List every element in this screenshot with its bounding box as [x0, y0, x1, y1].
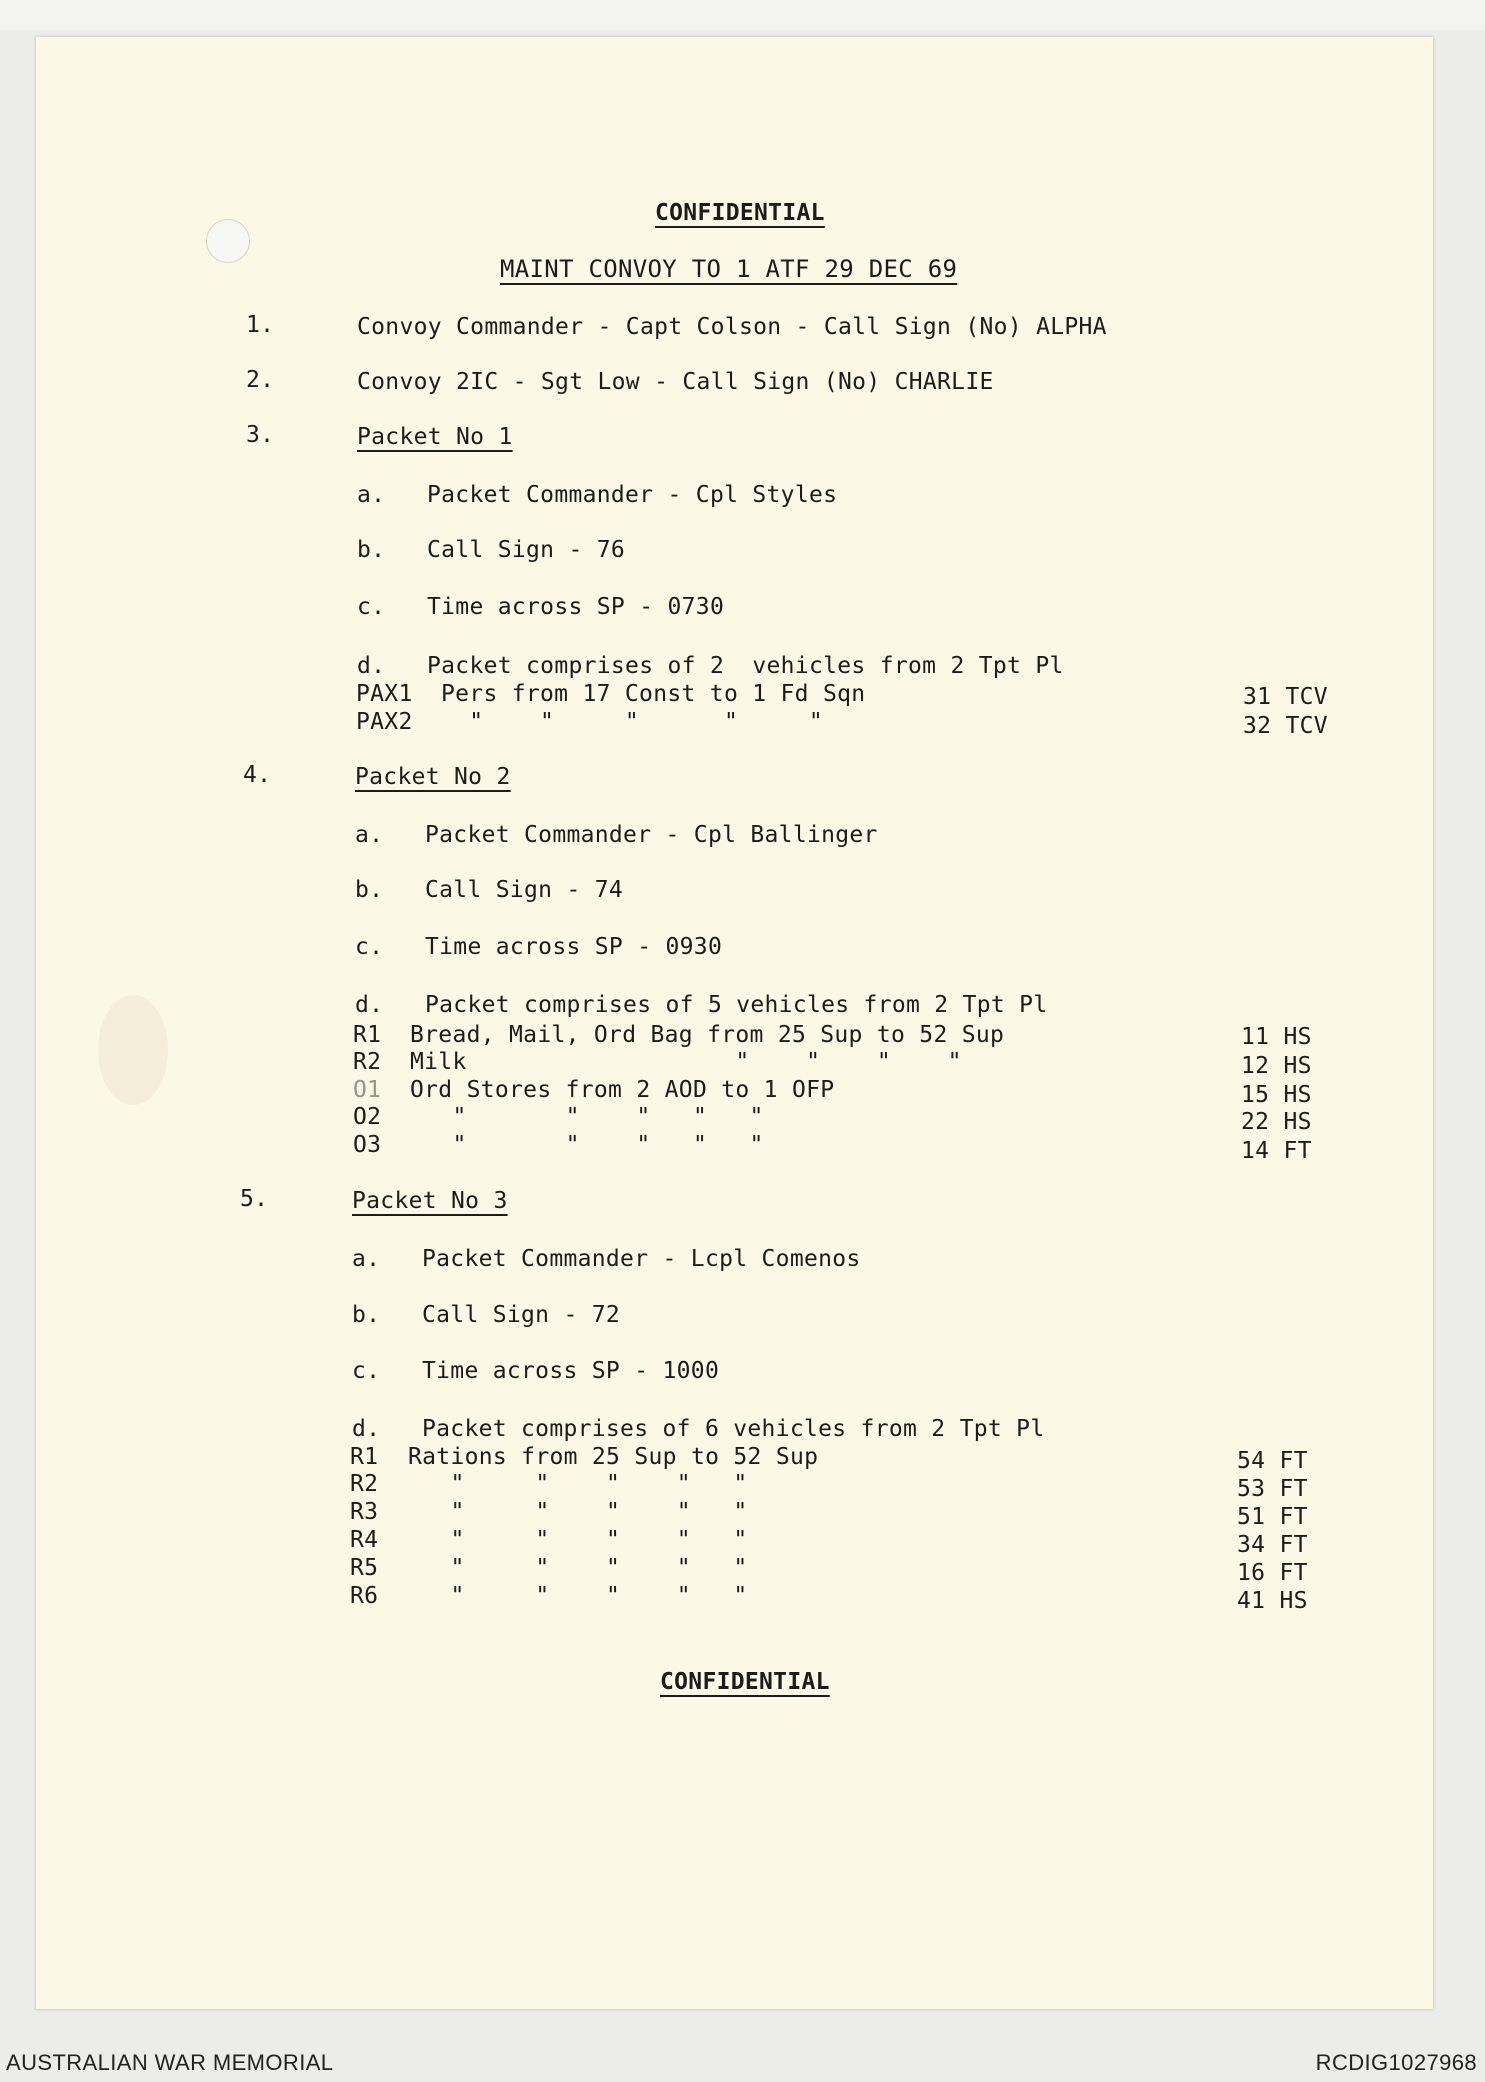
- vehicle-task: " " " " ": [408, 1499, 748, 1525]
- packet-commander: Packet Commander - Lcpl Comenos: [422, 1246, 861, 1272]
- vehicle-code: O1: [353, 1077, 382, 1103]
- call-sign: Call Sign - 72: [422, 1302, 621, 1328]
- sub-label: a.: [352, 1246, 381, 1272]
- vehicle-id: 22 HS: [1241, 1109, 1312, 1135]
- sub-label: c.: [355, 934, 384, 960]
- sub-label: c.: [352, 1358, 381, 1384]
- vehicle-task: " " " " ": [408, 1583, 748, 1609]
- vehicle-id: 14 FT: [1241, 1138, 1312, 1164]
- vehicle-code: O2: [353, 1104, 382, 1130]
- item-number: 2.: [246, 367, 275, 393]
- archive-id: RCDIG1027968: [1315, 2050, 1477, 2075]
- time-across-sp: Time across SP - 0930: [425, 934, 723, 960]
- convoy-2ic: Convoy 2IC - Sgt Low - Call Sign (No) CHARLIE: [357, 369, 994, 395]
- sub-label: c.: [357, 594, 386, 620]
- packet-heading: Packet No 3: [352, 1188, 508, 1214]
- vehicle-id: 51 FT: [1237, 1504, 1308, 1530]
- sub-label: a.: [357, 482, 386, 508]
- vehicle-id: 31 TCV: [1243, 684, 1328, 710]
- classification-header: CONFIDENTIAL: [655, 200, 825, 226]
- vehicle-code: PAX2: [356, 709, 413, 735]
- time-across-sp: Time across SP - 0730: [427, 594, 725, 620]
- vehicle-code: O3: [353, 1132, 382, 1158]
- time-across-sp: Time across SP - 1000: [422, 1358, 720, 1384]
- vehicle-task: Rations from 25 Sup to 52 Sup: [408, 1444, 819, 1470]
- sub-label: b.: [352, 1302, 381, 1328]
- vehicle-task: " " " " ": [410, 1132, 764, 1158]
- document-title: MAINT CONVOY TO 1 ATF 29 DEC 69: [500, 255, 958, 283]
- item-number: 5.: [240, 1186, 269, 1212]
- vehicle-code: R6: [350, 1583, 379, 1609]
- sub-label: d.: [352, 1416, 381, 1442]
- sub-label: d.: [357, 653, 386, 679]
- vehicle-code: R2: [353, 1049, 382, 1075]
- sub-label: b.: [357, 537, 386, 563]
- vehicle-code: R1: [353, 1022, 382, 1048]
- vehicle-id: 32 TCV: [1243, 713, 1328, 739]
- vehicle-code: R3: [350, 1499, 379, 1525]
- packet-composition: Packet comprises of 5 vehicles from 2 Tpt Pl: [425, 992, 1048, 1018]
- packet-commander: Packet Commander - Cpl Ballinger: [425, 822, 878, 848]
- vehicle-code: R5: [350, 1555, 379, 1581]
- vehicle-id: 11 HS: [1241, 1024, 1312, 1050]
- vehicle-code: PAX1: [356, 681, 413, 707]
- call-sign: Call Sign - 76: [427, 537, 626, 563]
- vehicle-task: Ord Stores from 2 AOD to 1 OFP: [410, 1077, 835, 1103]
- vehicle-code: R1: [350, 1444, 379, 1470]
- vehicle-id: 53 FT: [1237, 1476, 1308, 1502]
- vehicle-task: " " " " ": [408, 1527, 748, 1553]
- packet-composition: Packet comprises of 2 vehicles from 2 Tpt Pl: [427, 653, 1064, 679]
- vehicle-id: 16 FT: [1237, 1560, 1308, 1586]
- convoy-commander: Convoy Commander - Capt Colson - Call Sign (No) ALPHA: [357, 314, 1107, 340]
- item-number: 1.: [246, 312, 275, 338]
- vehicle-id: 15 HS: [1241, 1082, 1312, 1108]
- item-number: 3.: [246, 422, 275, 448]
- vehicle-id: 12 HS: [1241, 1053, 1312, 1079]
- classification-footer: CONFIDENTIAL: [660, 1669, 830, 1695]
- vehicle-id: 34 FT: [1237, 1532, 1308, 1558]
- vehicle-task: " " " " ": [408, 1555, 748, 1581]
- item-number: 4.: [243, 762, 272, 788]
- vehicle-task: Milk " " " ": [410, 1049, 962, 1075]
- packet-heading: Packet No 2: [355, 764, 511, 790]
- packet-commander: Packet Commander - Cpl Styles: [427, 482, 838, 508]
- punch-hole: [206, 219, 250, 263]
- vehicle-task: " " " " ": [408, 1471, 748, 1497]
- sub-label: a.: [355, 822, 384, 848]
- packet-heading: Packet No 1: [357, 424, 513, 450]
- paper-stain: [98, 995, 168, 1105]
- sub-label: b.: [355, 877, 384, 903]
- vehicle-task: " " " " ": [410, 1104, 764, 1130]
- vehicle-task: Bread, Mail, Ord Bag from 25 Sup to 52 Sup: [410, 1022, 1005, 1048]
- call-sign: Call Sign - 74: [425, 877, 624, 903]
- vehicle-code: R4: [350, 1527, 379, 1553]
- vehicle-code: R2: [350, 1471, 379, 1497]
- sub-label: d.: [355, 992, 384, 1018]
- vehicle-id: 54 FT: [1237, 1448, 1308, 1474]
- vehicle-task: " " " " ": [441, 709, 823, 735]
- archive-institution: AUSTRALIAN WAR MEMORIAL: [6, 2050, 334, 2075]
- vehicle-id: 41 HS: [1237, 1588, 1308, 1614]
- vehicle-task: Pers from 17 Const to 1 Fd Sqn: [441, 681, 866, 707]
- top-edge: [0, 0, 1485, 30]
- packet-composition: Packet comprises of 6 vehicles from 2 Tpt Pl: [422, 1416, 1045, 1442]
